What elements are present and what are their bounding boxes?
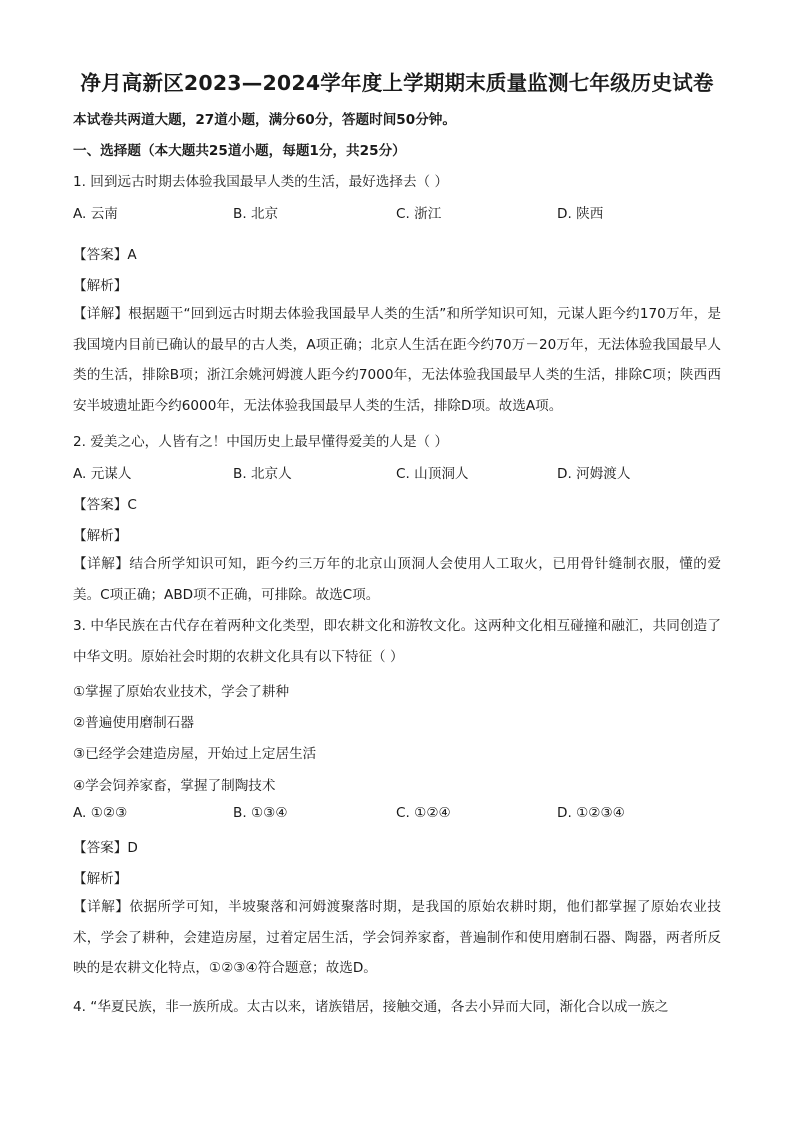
option-a: A. ①②③ (73, 805, 128, 821)
option-a: A. 元谋人 (73, 466, 132, 482)
detail-text: 【详解】结合所学知识可知，距今约三万年的北京山顶洞人会使用人工取火，已用骨针缝制衣服，懂的爱美。C项正确；ABD项不正确，可排除。故选C项。 (73, 556, 721, 603)
analysis-label: 【解析】 (73, 528, 128, 544)
option-b: B. 北京人 (233, 466, 292, 482)
section-heading: 一、选择题（本大题共25道小题，每题1分，共25分） (73, 143, 406, 159)
question-stem: 2. 爱美之心，人皆有之！中国历史上最早懂得爱美的人是（ ） (73, 434, 449, 450)
question-stem: 3. 中华民族在古代存在着两种文化类型，即农耕文化和游牧文化。这两种文化相互碰撞和融汇，共同创造了中华文明。原始社会时期的农耕文化具有以下特征（ ） (73, 618, 721, 665)
answer-label: 【答案】C (73, 497, 137, 513)
option-c: C. 山顶洞人 (396, 466, 469, 482)
exam-intro: 本试卷共两道大题，27道小题，满分60分，答题时间50分钟。 (73, 112, 456, 128)
option-a: A. 云南 (73, 206, 118, 222)
option-b: B. 北京 (233, 206, 279, 222)
option-c: C. ①②④ (396, 805, 451, 821)
answer-label: 【答案】A (73, 247, 137, 263)
statement-item: ②普遍使用磨制石器 (73, 715, 194, 731)
option-d: D. 河姆渡人 (557, 466, 631, 482)
option-c: C. 浙江 (396, 206, 442, 222)
statement-item: ④学会饲养家畜，掌握了制陶技术 (73, 778, 276, 794)
statement-item: ③已经学会建造房屋，开始过上定居生活 (73, 746, 317, 762)
analysis-label: 【解析】 (73, 871, 128, 887)
question-stem: 1. 回到远古时期去体验我国最早人类的生活，最好选择去（ ） (73, 174, 449, 190)
exam-title: 净月高新区2023—2024学年度上学期期末质量监测七年级历史试卷 (80, 71, 714, 95)
detail-text: 【详解】根据题干“回到远古时期去体验我国最早人类的生活”和所学知识可知，元谋人距今约170万年，是我国境内目前已确认的最早的古人类，A项正确；北京人生活在距今约70万－20万年，无法体验我国最早人类的生活，排除B项；浙江余姚河姆渡人距今约7000年，无法体验我国最早人类的生活，排除C项；陕西西安半坡遗址距今约6000年，无法体验我国最早人类的生活，排除D项。故选A项。 (73, 306, 721, 414)
statement-item: ①掌握了原始农业技术，学会了耕种 (73, 684, 290, 700)
question-stem: 4. “华夏民族，非一族所成。太古以来，诸族错居，接触交通，各去小异而大同，渐化合以成一族之 (73, 999, 669, 1015)
option-d: D. ①②③④ (557, 805, 625, 821)
answer-label: 【答案】D (73, 840, 138, 856)
detail-text: 【详解】依据所学可知，半坡聚落和河姆渡聚落时期，是我国的原始农耕时期，他们都掌握了原始农业技术，学会了耕种，会建造房屋，过着定居生活，学会饲养家畜，普遍制作和使用磨制石器、陶器，两者所反映的是农耕文化特点，①②③④符合题意；故选D。 (73, 899, 721, 976)
option-b: B. ①③④ (233, 805, 288, 821)
option-d: D. 陕西 (557, 206, 604, 222)
analysis-label: 【解析】 (73, 278, 128, 294)
